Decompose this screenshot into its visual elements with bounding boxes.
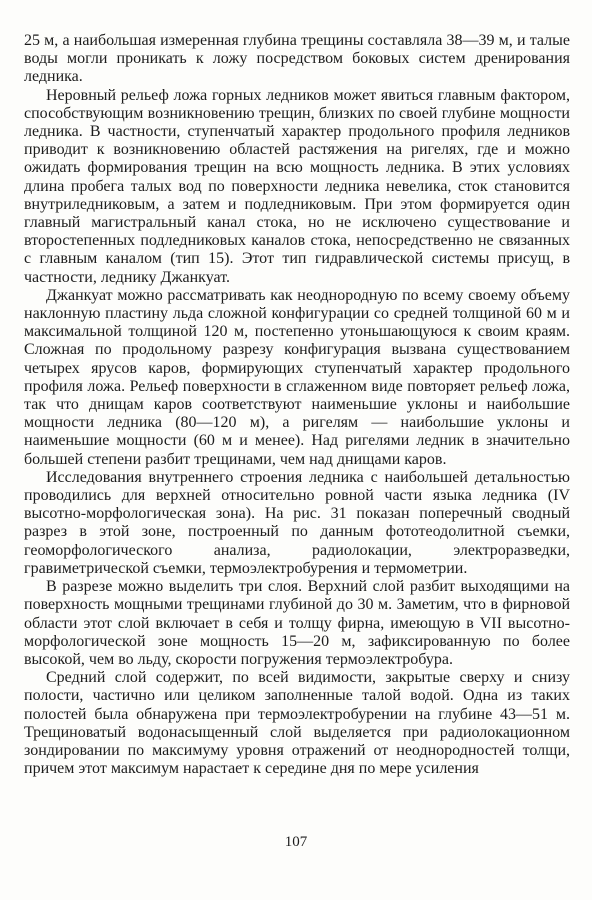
paragraph-6: Средний слой содержит, по всей видимости, закрытые сверху и снизу полости, частично или целиком заполненные талой водой. Одна из таких полостей была обнаружена при термоэлектробурении на глубине 43—51 м. Трещиноватый водонасыщенный слой выделяется при радиолокационном зондировании по максимуму уровня отражений от неоднородностей толщи, причем этот максимум нарастает к середине дня по мере усиления (24, 669, 570, 778)
paragraph-4: Исследования внутреннего строения ледника с наибольшей детальностью проводились для верхней относительно ровной части языка ледника (IV высотно-морфологическая зона). На рис. 31 показан поперечный сводный разрез в этой зоне, построенный по данным фототеодолитной съемки, геоморфологического анализа, радиолокации, электроразведки, гравиметрической съемки, термоэлектробурения и термометрии. (24, 468, 570, 577)
paragraph-2: Неровный рельеф ложа горных ледников может явиться главным фактором, способствующим возникновению трещин, близких по своей глубине мощности ледника. В частности, ступенчатый характер продольного профиля ледников приводит к возникновению областей растяжения на ригелях, где и можно ожидать формирования трещин на всю мощность ледника. В этих условиях длина пробега талых вод по поверхности ледника невелика, сток становится внутриледниковым, а затем и подледниковым. При этом формируется один главный магистральный канал стока, но не исключено существование и второстепенных подледниковых каналов стока, непосредственно не связанных с главным каналом (тип 15). Этот тип гидравлической системы присущ, в частности, леднику Джанкуат. (24, 86, 570, 286)
paragraph-1: 25 м, а наибольшая измеренная глубина трещины составляла 38—39 м, и талые воды могли проникать к ложу посредством боковых систем дренирования ледника. (24, 32, 570, 86)
body-text (24, 32, 570, 778)
paragraph-5: В разрезе можно выделить три слоя. Верхний слой разбит выходящими на поверхность мощными трещинами глубиной до 30 м. Заметим, что в фирновой области этот слой включает в себя и толщу фирна, имеющую в VII высотно-морфологической зоне мощность 15—20 м, зафиксированную по более высокой, чем во льду, скорости погружения термоэлектробура. (24, 578, 570, 668)
page-number: 107 (284, 834, 308, 850)
paragraph-3: Джанкуат можно рассматривать как неоднородную по всему своему объему наклонную пластину льда сложной конфигурации со средней толщиной 60 м и максимальной толщиной 120 м, постепенно утоньшающуюся к своим краям. Сложная по продольному разрезу конфигурация вызвана существованием четырех ярусов каров, формирующих ступенчатый характер продольного профиля ложа. Рельеф поверхности в сглаженном виде повторяет рельеф ложа, так что днищам каров соответствуют наименьшие уклоны и наибольшие мощности ледника (80—120 м), а ригелям — наибольшие уклоны и наименьшие мощности (60 м и менее). Над ригелями ледник в значительно большей степени разбит трещинами, чем над днищами каров. (24, 286, 570, 468)
